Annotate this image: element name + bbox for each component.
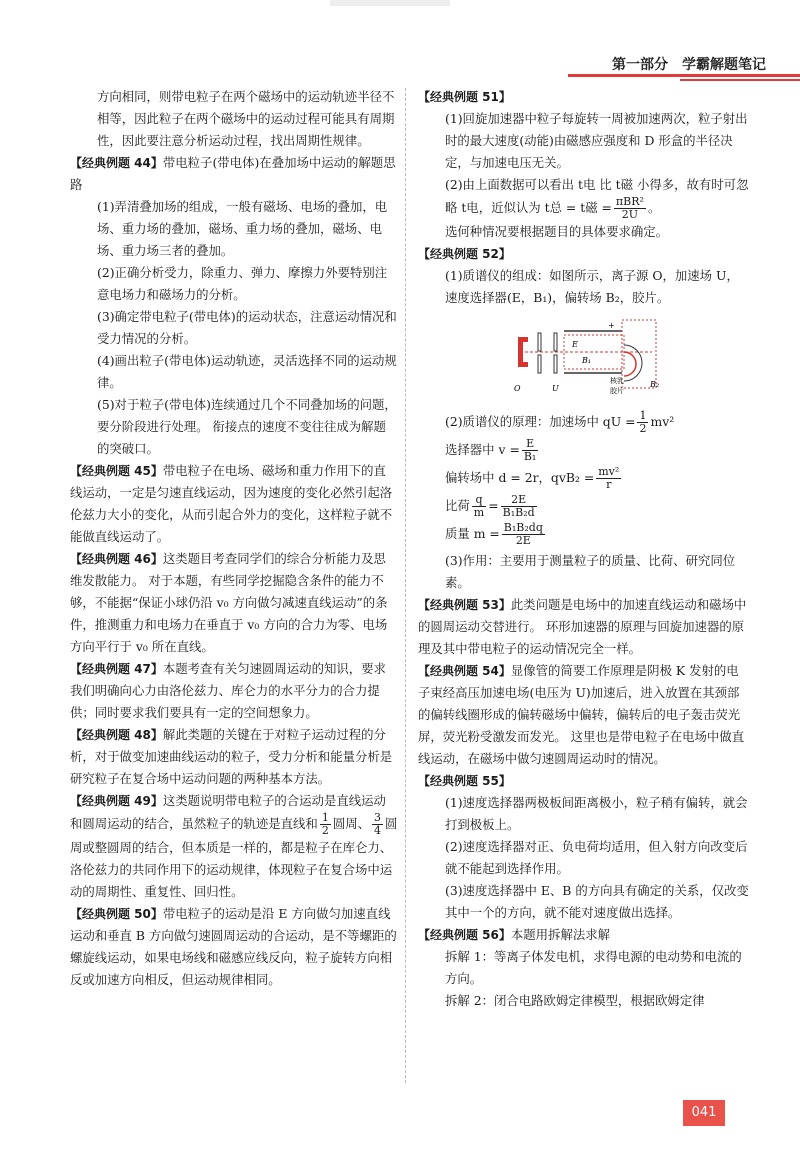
example-label: 【经典例题 44】 xyxy=(70,156,163,170)
paragraph: 选何种情况要根据题目的具体要求确定。 xyxy=(445,224,669,239)
example-47 xyxy=(70,658,398,724)
fraction: $\frac{\text{B₁B₂dq}}{2E}$ xyxy=(503,521,543,547)
example-label: 【经典例题 52】 xyxy=(418,247,511,261)
example-text: 这类题说明带电粒子的合运动是直线运动和圆周运动的结合，虽然粒子的轨迹是直线和 xyxy=(70,793,386,831)
page-header xyxy=(570,52,800,74)
svg-text:+: + xyxy=(608,321,615,330)
example-label: 【经典例题 51】 xyxy=(418,90,511,104)
example-label: 【经典例题 56】 xyxy=(418,928,511,942)
fraction: $\frac{3}{4}$ xyxy=(373,811,381,837)
example-text: 带电粒子在电场、磁场和重力作用下的直线运动，一定是匀速直线运动，因为速度的变化必然引起洛伦兹力大小的变化，从而引起合外力的变化，这样粒子就不能做直线运动了。 xyxy=(70,463,393,544)
svg-text:B₂: B₂ xyxy=(650,380,660,389)
plate xyxy=(554,355,557,373)
example-text: 圆周、 xyxy=(332,816,370,831)
plate xyxy=(538,355,541,373)
example-label: 【经典例题 50】 xyxy=(70,907,163,921)
equation: 偏转场中 d = 2r，qvB₂ = $\frac{\text{mv²}}{r}$ xyxy=(445,465,620,491)
example-56 xyxy=(418,924,750,946)
list-item: (1)弄清叠加场的组成，一般有磁场、电场的叠加，电场、重力场的叠加，磁场、重力场的叠加，磁场、电场、重力场三者的叠加。 xyxy=(97,199,388,258)
equation: 质量 m = $\frac{\text{B₁B₂dq}}{2E}$ xyxy=(445,521,543,547)
svg-text:核乳: 核乳 xyxy=(610,377,624,385)
example-50 xyxy=(70,903,398,991)
example-54 xyxy=(418,660,750,770)
example-48 xyxy=(70,724,398,790)
example-title: 本题用拆解法求解 xyxy=(510,927,611,942)
example-text: 圆周或整圆周的结合，但本质是一样的，都是粒子在库仑力、洛伦兹力的共同作用下的运动规律，体现粒子在复合场中运动的周期性、重复性、回归性。 xyxy=(70,816,398,899)
list-item: (2)速度选择器对正、负电荷均适用，但入射方向改变后就不能起到选择作用。 xyxy=(445,839,748,876)
paragraph: 方向相同，则带电粒子在两个磁场中的运动轨迹半径不相等，因此粒子在两个磁场中的运动过程可能具有周期性，因此要注意分析运动过程，找出周期性规律。 xyxy=(97,89,395,148)
section-title: 第一部分 学霸解题笔记 xyxy=(612,57,766,73)
svg-text:O: O xyxy=(514,384,521,393)
page-number: 041 xyxy=(683,1100,725,1126)
scan-artifact xyxy=(330,0,450,6)
example-44 xyxy=(70,152,398,196)
example-label: 【经典例题 48】 xyxy=(70,728,163,742)
fraction: $\frac{\text{mv²}}{r}$ xyxy=(598,465,620,491)
list-item: 拆解 1：等离子体发电机，求得电源的电动势和电流的方向。 xyxy=(445,949,742,986)
fraction: $\frac{2E}{\text{B₁B₂d}}$ xyxy=(502,493,535,519)
list-item: (5)对于粒子(带电体)连续通过几个不同叠加场的问题，要分阶段进行处理。 衔接点的速度不变往往成为解题的突破口。 xyxy=(97,397,397,456)
fraction: $\frac{\text{πBR²}}{2U}$ xyxy=(615,195,644,221)
svg-text:U: U xyxy=(552,384,559,393)
example-text: 本题考查有关匀速圆周运动的知识，要求我们明确向心力由洛伦兹力、库仑力的水平分力的合力提供；同时要求我们要具有一定的空间想象力。 xyxy=(70,661,386,720)
example-45 xyxy=(70,460,398,548)
header-rule-thin xyxy=(680,79,800,81)
equation: 选择器中 v = $\frac{E}{\text{B₁}}$ xyxy=(445,437,537,463)
example-text: 显像管的简要工作原理是阴极 K 发射的电子束经高压加速电场(电压为 U)加速后，进入放置在其颈部的偏转线圈形成的偏转磁场中偏转，偏转后的电子轰击荧光屏，荧光粉受激发而发光。 这里也是带电粒子在电场中做直线运动，在磁场中做匀速圆周运动时的情况。 xyxy=(418,663,745,766)
example-53 xyxy=(418,594,750,660)
plate xyxy=(554,333,557,351)
mass-spectrometer-diagram xyxy=(512,315,662,397)
list-item: (2)正确分析受力，除重力、弹力、摩擦力外要特别注意电场力和磁场力的分析。 xyxy=(97,265,388,302)
example-text: 此类问题是电场中的加速直线运动和磁场中的圆周运动交替进行。 环形加速器的原理与回旋加速器的原理及其中带电粒子的运动情况完全一样。 xyxy=(418,597,747,656)
list-item: (2)质谱仪的原理：加速场中 qU = $\frac{1}{2}$ mv² xyxy=(445,409,675,435)
example-label: 【经典例题 53】 xyxy=(418,598,511,612)
list-item: 拆解 2：闭合电路欧姆定律模型，根据欧姆定律 xyxy=(445,993,705,1008)
example-label: 【经典例题 55】 xyxy=(418,774,511,788)
list-item: (2)由上面数据可以看出 t电 比 t磁 小得多，故有时可忽略 t电，近似认为 t总 = t磁 = $\frac{\text{πBR²}}{2U}$ 。 xyxy=(445,177,749,221)
example-label: 【经典例题 46】 xyxy=(70,552,163,566)
example-label: 【经典例题 47】 xyxy=(70,662,163,676)
left-column xyxy=(70,86,398,991)
example-label: 【经典例题 49】 xyxy=(70,794,163,808)
example-text: 带电粒子的运动是沿 E 方向做匀加速直线运动和垂直 B 方向做匀速圆周运动的合运动，是不等螺距的螺旋线运动，如果电场线和磁感应线反向，粒子旋转方向相反或加速方向相反，但运动规律相同。 xyxy=(70,906,397,987)
fraction: $\frac{1}{2}$ xyxy=(639,409,647,435)
fraction: $\frac{q}{m}$ xyxy=(473,493,485,519)
list-item: (3)作用：主要用于测量粒子的质量、比荷、研究同位素。 xyxy=(445,553,736,590)
list-item: (1)质谱仪的组成：如图所示，离子源 O，加速场 U，速度选择器(E，B₁)，偏转场 B₂，胶片。 xyxy=(445,268,739,305)
header-rule xyxy=(568,74,800,77)
column-divider xyxy=(405,88,407,1083)
svg-text:B₁: B₁ xyxy=(582,356,592,365)
list-item: (1)回旋加速器中粒子每旋转一周被加速两次，粒子射出时的最大速度(动能)由磁感应强度和 D 形盒的半径决定，与加速电压无关。 xyxy=(445,111,748,170)
example-49 xyxy=(70,790,398,903)
equation: 比荷 $\frac{q}{m}$ = $\frac{2E}{\text{B₁B₂d}}$ xyxy=(445,493,535,519)
svg-text:胶片: 胶片 xyxy=(610,387,624,395)
example-label: 【经典例题 45】 xyxy=(70,464,163,478)
list-item: (1)速度选择器两极板间距离极小，粒子稍有偏转，就会打到极板上。 xyxy=(445,795,748,832)
fraction: $\frac{E}{\text{B₁}}$ xyxy=(523,437,537,463)
example-title: 带电粒子(带电体)在叠加场中运动的解题思路 xyxy=(70,155,396,192)
svg-text:E: E xyxy=(572,340,578,349)
list-item: (3)确定带电粒子(带电体)的运动状态，注意运动情况和受力情况的分析。 xyxy=(97,309,397,346)
list-item: (3)速度选择器中 E、B 的方向具有确定的关系，仅改变其中一个的方向，就不能对速度做出选择。 xyxy=(445,883,749,920)
example-text: 这类题目考查同学们的综合分析能力及思维发散能力。 对于本题，有些同学挖掘隐含条件的能力不够，不能据“保证小球仍沿 v₀ 方向做匀减速直线运动”的条件，推测重力和电场力在垂直于 v₀ 方向的合力为零、电场方向平行于 v₀ 所在直线。 xyxy=(70,551,388,654)
example-text: 解此类题的关键在于对粒子运动过程的分析，对于做变加速曲线运动的粒子，受力分析和能量分析是研究粒子在复合场中运动问题的两种基本方法。 xyxy=(70,727,393,786)
plate xyxy=(538,333,541,351)
fraction: $\frac{1}{2}$ xyxy=(321,811,329,837)
example-label: 【经典例题 54】 xyxy=(418,664,511,678)
example-46 xyxy=(70,548,398,658)
right-column xyxy=(418,86,750,1012)
list-item: (4)画出粒子(带电体)运动轨迹，灵活选择不同的运动规律。 xyxy=(97,353,397,390)
